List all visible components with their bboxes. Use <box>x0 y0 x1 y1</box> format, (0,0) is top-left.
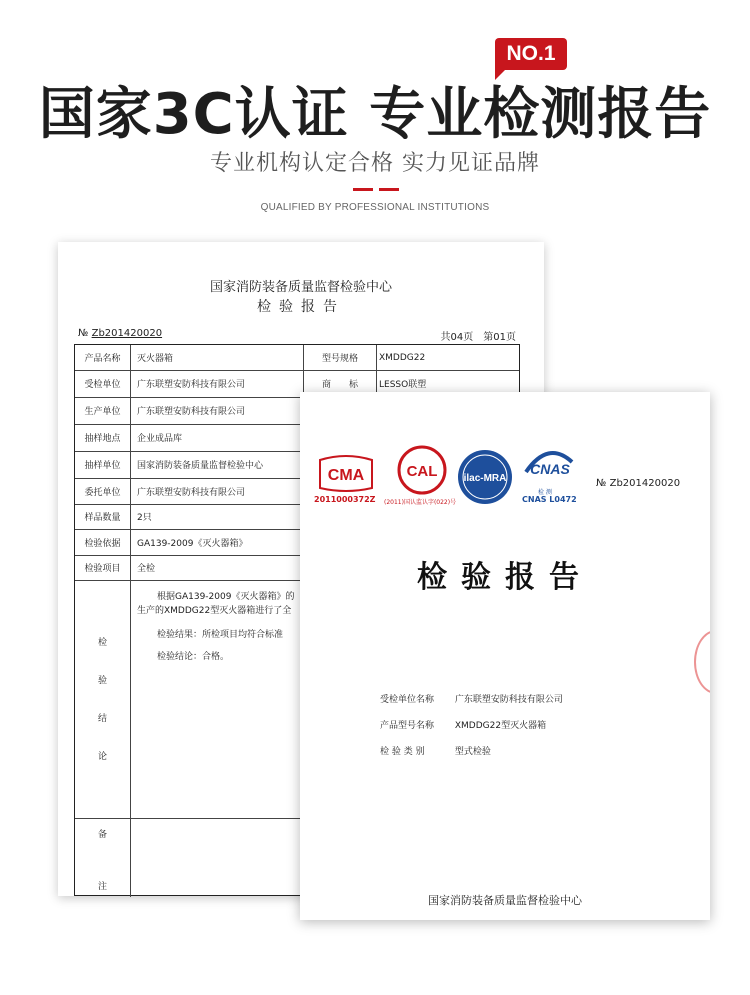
cell-label: 商 标 <box>303 370 377 397</box>
red-seal-stamp <box>694 630 710 694</box>
report-cover-issuer: 国家消防装备质量监督检验中心 <box>428 894 582 907</box>
cell-label: 受检单位 <box>75 370 131 397</box>
cell-value: LESSO联塑 <box>379 380 427 390</box>
divider-left <box>353 188 373 191</box>
conclusion-line: 检验结论：合格。 <box>157 652 230 662</box>
info-value: 型式检验 <box>454 747 491 757</box>
cnas-number: CNAS L0472 <box>522 495 577 504</box>
cell-value: 企业成品库 <box>137 434 183 444</box>
cal-logo-text: CAL <box>406 463 438 480</box>
page-info: 共04页 第01页 <box>440 332 516 343</box>
number-prefix: № <box>596 478 607 489</box>
ilac-mra-logo-icon <box>456 448 514 506</box>
conclusion-label-char: 检 <box>97 638 107 648</box>
headline: 国家3C认证 专业检测报告 <box>38 82 712 147</box>
cell-value: XMDDG22 <box>379 352 426 363</box>
info-row <box>380 718 546 731</box>
report-cover-page <box>300 392 710 920</box>
number-value: Zb201420020 <box>609 478 681 489</box>
cnas-logo-text: CNAS <box>530 461 570 477</box>
cell-label: 检验项目 <box>75 555 131 580</box>
info-row <box>380 692 563 705</box>
cell-value: 广东联塑安防科技有限公司 <box>137 487 246 498</box>
cell-label: 抽样地点 <box>75 424 131 451</box>
cell-value: 2只 <box>137 513 152 523</box>
cell-label: 抽样单位 <box>75 451 131 478</box>
report-issuer: 国家消防装备质量监督检验中心 <box>209 280 392 295</box>
no1-badge: NO.1 <box>495 38 567 70</box>
number-value: Zb201420020 <box>91 328 163 339</box>
cell-value: 广东联塑安防科技有限公司 <box>137 380 246 390</box>
info-label: 检 验 类 别 <box>380 747 425 757</box>
cell-value: GA139-2009《灭火器箱》 <box>137 538 248 549</box>
cma-logo-text: CMA <box>327 467 365 484</box>
conclusion-line: 检验结果：所检项目均符合标准 <box>157 630 284 640</box>
report-cover-title: 检验报告 <box>417 560 593 595</box>
cell-label: 检验依据 <box>75 529 131 555</box>
conclusion-line: 生产的XMDDG22型灭火器箱进行了全 <box>137 606 292 616</box>
ilac-mra-logo-text: ilac-MRA <box>463 473 507 484</box>
remark-label-char: 注 <box>97 882 107 892</box>
cell-label: 委托单位 <box>75 478 131 504</box>
info-value: XMDDG22型灭火器箱 <box>454 721 547 731</box>
conclusion-label-char: 验 <box>97 676 107 686</box>
column-divider <box>130 580 131 897</box>
cell-value: 国家消防装备质量监督检验中心 <box>137 461 264 471</box>
number-prefix: № <box>78 328 89 339</box>
cell-value: 灭火器箱 <box>137 354 174 364</box>
divider-right <box>379 188 399 191</box>
conclusion-label-char: 结 <box>97 714 107 724</box>
report-number <box>596 478 680 489</box>
info-label: 受检单位名称 <box>380 695 435 705</box>
remark-label-char: 备 <box>97 830 107 840</box>
english-caption: QUALIFIED BY PROFESSIONAL INSTITUTIONS <box>260 202 490 213</box>
report-number <box>78 328 162 339</box>
cnas-sub: 检 测 <box>538 489 552 496</box>
cma-number: 2011000372Z <box>314 495 376 504</box>
cell-label: 生产单位 <box>75 397 131 424</box>
info-value: 广东联塑安防科技有限公司 <box>454 695 563 705</box>
cell-value: 广东联塑安防科技有限公司 <box>137 407 246 417</box>
report-title: 检验报告 <box>257 299 345 315</box>
cell-value: 全检 <box>137 564 156 574</box>
subheadline: 专业机构认定合格 实力见证品牌 <box>210 151 540 176</box>
cell-label: 样品数量 <box>75 504 131 529</box>
cal-logo-icon <box>396 444 448 496</box>
cal-number: (2011)国认监认字(022)号 <box>384 499 457 506</box>
cell-label: 产品名称 <box>75 345 131 370</box>
cma-logo-icon <box>314 454 378 494</box>
conclusion-line: 根据GA139-2009《灭火器箱》的 <box>157 592 295 602</box>
info-label: 产品型号名称 <box>380 721 435 731</box>
table-row <box>75 345 519 371</box>
cnas-logo-icon <box>518 446 578 486</box>
conclusion-label-char: 论 <box>97 752 107 762</box>
cell-label: 型号规格 <box>303 345 377 370</box>
info-row <box>380 744 491 757</box>
